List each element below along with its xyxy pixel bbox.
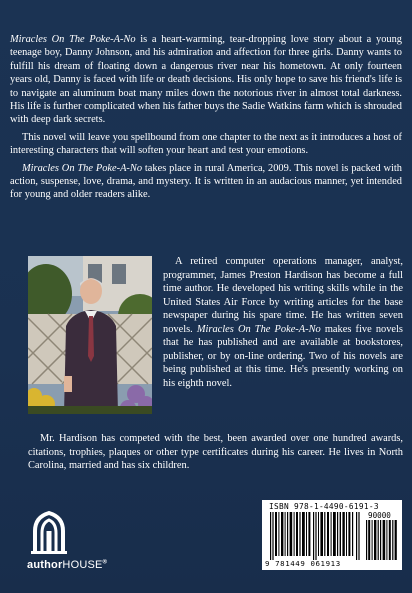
addon-price-code: 90000 (368, 511, 391, 520)
bio-text-a: A retired computer operations manager, analyst, programmer, James Preston Hardison has become a full time author. He developed his writing skills while in the United States Air Force by writing articles for the base newspaper during his spare time. He has written seven novels. (163, 256, 403, 335)
book-title: Miracles On The Poke-A-No (22, 162, 143, 174)
addon-barcode-bars (366, 520, 398, 560)
author-photo (28, 256, 152, 414)
registered-mark: ® (102, 559, 108, 566)
blurb-paragraph-3 (10, 162, 402, 202)
bio-text-b: makes five novels that he has published and are available at bookstores, publisher, or by on-line ordering. Two of his novels are being published at this time. He's presently working on his eighth novel. (163, 323, 403, 389)
blurb-paragraph-2: This novel will leave you spellbound from one chapter to the next as it introduces a host of interesting characters that will soften your heart and test your emotions. (10, 131, 402, 157)
publisher-name-bold: author (27, 559, 63, 571)
blurb-text-3: takes place in rural America, 2009. This novel is packed with action, suspense, love, drama, and mystery. It is written in an audacious manner, yet intended for young and older readers alike. (10, 162, 402, 201)
isbn-text: ISBN 978-1-4490-6191-3 (269, 502, 379, 511)
book-title: Miracles On The Poke-A-No (10, 34, 136, 45)
ean-barcode-bars (270, 512, 362, 560)
isbn-barcode (262, 500, 402, 570)
bio-paragraph-2: Mr. Hardison has competed with the best, been awarded over one hundred awards, citations, trophies, plaques or other type certificates during his career. He lives in North Carolina, married and has six children. (28, 433, 403, 471)
blurb-text-1: is a heart-warming, tear-dropping love story about a young teenage boy, Danny Johnson, and his admiration and affection for three girls. Danny wants to fulfill his dream of floating down a dangerous river near his hometown. At only fourteen years old, Danny is faced with life or death decisions. His only hope to save his friend's life is to navigate an aluminum boat many miles down the notorious river in almost total darkness. His life is further complicated when his father buys the Sadie Watkins farm which is shrouded with deep dark secrets. (10, 34, 402, 126)
author-bio-continued (28, 432, 403, 473)
publisher-name-thin: HOUSE (62, 559, 103, 571)
bio-paragraph-1 (163, 255, 403, 390)
blurb-paragraph-1 (10, 33, 402, 127)
book-title: Miracles On The Poke-A-No (196, 323, 321, 335)
ean-number: 9 781449 061913 (265, 559, 341, 568)
author-bio (163, 255, 403, 390)
publisher-name (27, 559, 107, 571)
book-blurb (10, 33, 402, 206)
